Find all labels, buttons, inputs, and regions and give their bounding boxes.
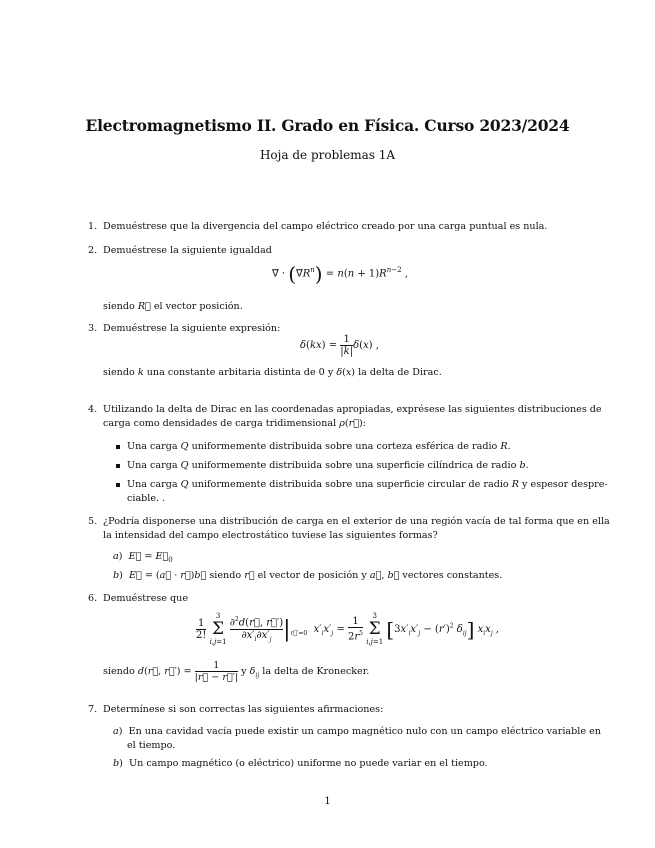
problem-5-line2: la intensidad del campo electrostático tuviese las siguientes formas?: [103, 530, 438, 541]
problem-7-item-a-cont: el tiempo.: [127, 740, 176, 751]
bullet-marker: [116, 464, 120, 468]
bullet-marker: [116, 445, 120, 449]
problem-6-equation: $\frac{1}{2!}$ 3 Σ i,j=1 $\frac{\partial^2d(r⃗, r⃗')}{\partial x'_i\partial x'_j}$ $|_{r⃗'=0}$ $x'_ix'_j$ = $\frac{1}{2r^5}$ 3 Σ i,j=1 [$3x'_ix'_j - (r')^2$ $\delta_{ij}$] $x_ix_j$ ,: [196, 612, 500, 646]
problem-4-bullet-1: Una carga Q uniformemente distribuida sobre una corteza esférica de radio R.: [127, 441, 511, 452]
problem-4-line2: carga como densidades de carga tridimensional ρ(r⃗):: [103, 418, 366, 429]
problem-4-number: 4.: [88, 404, 98, 415]
problem-5-line1: ¿Podría disponerse una distribución de carga en el exterior de una región vacía de tal forma que en ella: [103, 516, 610, 527]
problem-7-number: 7.: [88, 704, 98, 715]
problem-4-line1: Utilizando la delta de Dirac en las coordenadas apropiadas, exprésese las siguientes distribuciones de: [103, 404, 602, 415]
problem-3-after: siendo k una constante arbitaria distinta de 0 y δ(x) la delta de Dirac.: [103, 367, 442, 378]
problem-4-bullet-2: Una carga Q uniformemente distribuida sobre una superficie cilíndrica de radio b.: [127, 460, 529, 471]
problem-5-item-a: a) E⃗ = $E⃗_0$: [113, 551, 173, 564]
problem-2-number: 2.: [88, 245, 98, 256]
problem-7-item-a: a) En una cavidad vacía puede existir un campo magnético nulo con un campo eléctrico variable en: [113, 726, 601, 737]
problem-7-text: Determínese si son correctas las siguientes afirmaciones:: [103, 704, 384, 715]
problem-1-number: 1.: [88, 221, 98, 232]
problem-6-text: Demuéstrese que: [103, 593, 189, 604]
problem-2-after: siendo R⃗ el vector posición.: [103, 301, 243, 312]
problem-4-bullet-3-cont: ciable. .: [127, 493, 166, 504]
problem-1-text: Demuéstrese que la divergencia del campo eléctrico creado por una carga puntual es nula.: [103, 221, 548, 232]
problem-3-number: 3.: [88, 323, 98, 334]
problem-6-after: siendo d(r⃗, r⃗′) = $\frac{1}{|r⃗ - r⃗'|}$ y $\delta_{ij}$ la delta de Kronecker.: [103, 660, 370, 683]
problem-3-equation: δ(kx) = $\frac{1}{|k|}$ δ(x) ,: [300, 334, 379, 357]
problem-7-item-b: b) Un campo magnético (o eléctrico) uniforme no puede variar en el tiempo.: [113, 758, 488, 769]
page-title: Electromagnetismo II. Grado en Física. Curso 2023/2024: [85, 116, 570, 135]
problem-2-equation: ∇⃗ · $(\nabla⃗R^n) = n(n + 1)R^{n-2}$ ,: [272, 262, 408, 286]
page-number: 1: [324, 796, 331, 807]
bullet-marker: [116, 483, 120, 487]
problem-6-number: 6.: [88, 593, 98, 604]
problem-2-text: Demuéstrese la siguiente igualdad: [103, 245, 272, 256]
problem-3-text: Demuéstrese la siguiente expresión:: [103, 323, 281, 334]
problem-5-item-b: b) E⃗ = (a⃗ · r⃗)b⃗ siendo r⃗ el vector de posición y a⃗, b⃗ vectores constantes.: [113, 570, 503, 581]
problem-5-number: 5.: [88, 516, 98, 527]
page-subtitle: Hoja de problemas 1A: [259, 148, 396, 162]
problem-4-bullet-3: Una carga Q uniformemente distribuida sobre una superficie circular de radio R y espesor despre-: [127, 479, 608, 490]
